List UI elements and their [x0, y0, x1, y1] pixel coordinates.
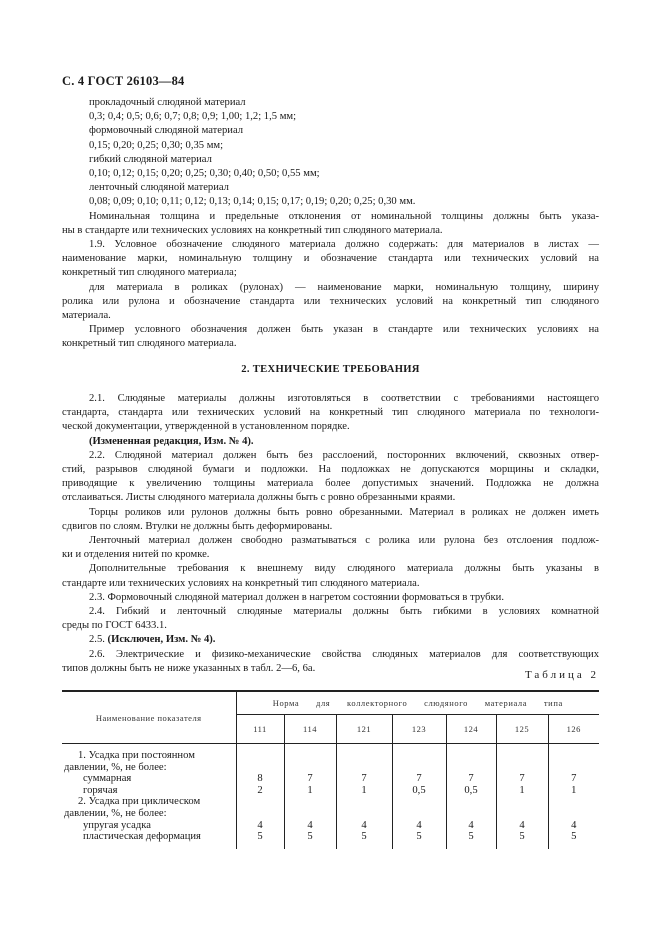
extra-requirements-line: стандарте или технических условиях на конкретный тип слюдяного материала.: [62, 577, 420, 589]
clause-2-6-line: 2.6. Электрические и физико-механические свойства слюдяных материалов для соответствующих: [89, 648, 599, 660]
table-row: [62, 808, 599, 820]
clause-2-5: [62, 633, 599, 647]
clause-2-5-number: 2.5.: [89, 634, 108, 646]
clause-2-6-line: типов должны быть не ниже указанных в табл. 2—6, 6а.: [62, 662, 316, 674]
clause-2-2-line: отслаиваться. Листы слюдяного материала должны быть с ровно обрезанными краями.: [62, 492, 456, 504]
column-header-type: 114: [284, 715, 336, 744]
material-values: 0,15; 0,20; 0,25; 0,30; 0,35 мм;: [89, 139, 224, 151]
exclusion-note: (Исключен, Изм. № 4).: [107, 634, 216, 646]
row-label: пластическая деформация: [62, 831, 236, 843]
table-row: [62, 750, 599, 762]
group-title: 2. Усадка при циклическом: [62, 796, 236, 808]
page-header: С. 4 ГОСТ 26103—84: [62, 74, 185, 88]
table-cell: 5: [571, 831, 577, 843]
rolls-line: для материала в роликах (рулонах) — наименование марки, номинальную толщину, ширину: [89, 281, 599, 293]
table-caption: Таблица 2: [524, 669, 599, 681]
column-header-type: 124: [446, 715, 496, 744]
table-row: [62, 785, 599, 797]
rolls-line: материала.: [62, 310, 111, 322]
clause-2-4-line: среды по ГОСТ 6433.1.: [62, 620, 167, 632]
table-row: [62, 820, 599, 832]
clause-2-1-line: ческой документации, утвержденной в установленном порядке.: [62, 421, 350, 433]
table-cell: 4: [571, 819, 577, 831]
clause-2-1-line: 2.1. Слюдяные материалы должны изготовляться в соответствии с требованиями настоящего: [89, 393, 599, 404]
table-cell: 0,5: [446, 785, 496, 797]
tape-material-line: ки и отделения нитей по кромке.: [62, 549, 210, 561]
clause-2-2-line: стий, разрывов слюдяной бумаги и подложки. На подложках не допускаются морщины и складки,: [62, 464, 599, 476]
roll-ends-line: Торцы роликов или рулонов должны быть ровно обрезанными. Материал в роликах не должен иметь: [89, 506, 599, 518]
thickness-list: [62, 96, 599, 352]
material-values: 0,3; 0,4; 0,5; 0,6; 0,7; 0,8; 0,9; 1,00; 1,2; 1,5 мм;: [89, 111, 297, 123]
table-cell: 1: [336, 785, 392, 797]
row-label: упругая усадка: [62, 820, 236, 832]
table-cell: 1: [284, 785, 336, 797]
clause-1-9-line: 1.9. Условное обозначение слюдяного материала должно содержать: для материалов в листах —: [89, 239, 599, 251]
table-cell: 5: [446, 831, 496, 843]
table-cell: 1: [571, 784, 577, 796]
table-2: [62, 690, 599, 849]
clause-2-1-line: стандарта, стандарта или технических условий на конкретный тип слюдяного материала по технологи-: [62, 407, 599, 419]
clause-2-2-line: приводящие к увеличению толщины материала более допустимых значений. Подложка не должна: [62, 478, 599, 490]
table-cell: 5: [236, 831, 284, 843]
material-name: ленточный слюдяной материал: [89, 182, 229, 194]
material-name: формовочный слюдяной материал: [89, 125, 244, 137]
section-title: 2. ТЕХНИЧЕСКИЕ ТРЕБОВАНИЯ: [241, 364, 420, 375]
column-header-type: 123: [392, 715, 446, 744]
clause-2-2-line: 2.2. Слюдяной материал должен быть без расслоений, посторонних включений, сквозных отвер-: [89, 449, 599, 461]
table-cell: 1: [496, 785, 548, 797]
material-values: 0,10; 0,12; 0,15; 0,20; 0,25; 0,30; 0,40; 0,50; 0,55 мм;: [89, 168, 320, 180]
table-cell: 7: [336, 773, 392, 785]
table-cell: 7: [284, 773, 336, 785]
table-cell: 7: [446, 773, 496, 785]
group-title: 1. Усадка при постоянном: [62, 750, 236, 762]
material-name: прокладочный слюдяной материал: [89, 97, 246, 108]
table-cell: 4: [236, 820, 284, 832]
row-label: суммарная: [62, 773, 236, 785]
example-line: конкретный тип слюдяного материала.: [62, 338, 237, 350]
table-row: [62, 762, 599, 774]
table-cell: 8: [236, 773, 284, 785]
table-cell: 5: [336, 831, 392, 843]
column-header-type: 111: [236, 715, 284, 744]
column-header-name: Наименование показателя: [62, 691, 236, 744]
group-title: давлении, %, не более:: [62, 808, 236, 820]
clause-2-4-line: 2.4. Гибкий и ленточный слюдяные материалы должны быть гибкими в условиях комнатной: [89, 606, 599, 618]
tape-material-line: Ленточный материал должен свободно разматываться с ролика или рулона без отслоения подлож-: [89, 535, 599, 547]
clause-2-3: 2.3. Формовочный слюдяной материал должен в нагретом состоянии формоваться в трубки.: [89, 591, 504, 603]
group-title: давлении, %, не более:: [62, 762, 236, 774]
table-cell: 7: [496, 773, 548, 785]
table-row: [62, 773, 599, 785]
column-header-type: 125: [496, 715, 548, 744]
table-cell: 4: [284, 820, 336, 832]
nominal-thickness-line: ны в стандарте или технических условиях на конкретный тип слюдяного материала.: [62, 224, 443, 236]
table-cell: 4: [496, 820, 548, 832]
clause-1-9-line: наименование марки, номинальную толщину и обозначение стандарта или технических условий на: [62, 253, 599, 265]
example-line: Пример условного обозначения должен быть указан в стандарте или технических условиях на: [89, 324, 599, 336]
column-header-norm: Норма для коллекторного слюдяного материала типа: [236, 691, 599, 715]
clause-1-9-line: конкретный тип слюдяного материала;: [62, 267, 237, 279]
table-cell: 5: [392, 831, 446, 843]
table-row: [62, 796, 599, 808]
table-cell: 7: [392, 773, 446, 785]
table-cell: 2: [236, 785, 284, 797]
table-cell: 4: [336, 820, 392, 832]
table-cell: 5: [496, 831, 548, 843]
table-cell: 0,5: [392, 785, 446, 797]
table-cell: 4: [446, 820, 496, 832]
properties-table: [62, 690, 599, 849]
rolls-line: ролика или рулона и обозначение стандарта или технических условий на конкретный тип слюдяного: [62, 295, 599, 307]
table-cell: 7: [571, 773, 577, 785]
material-name: гибкий слюдяной материал: [89, 153, 212, 165]
section-2-body: [62, 392, 599, 676]
table-row: [62, 831, 599, 843]
extra-requirements-line: Дополнительные требования к внешнему виду слюдяного материала должны быть указаны в: [89, 563, 599, 575]
material-values: 0,08; 0,09; 0,10; 0,11; 0,12; 0,13; 0,14; 0,15; 0,17; 0,19; 0,20; 0,25; 0,30 мм.: [89, 196, 416, 208]
amendment-note: (Измененная редакция, Изм. № 4).: [89, 435, 254, 447]
table-cell: 5: [284, 831, 336, 843]
column-header-type: 121: [336, 715, 392, 744]
table-cell: 4: [392, 820, 446, 832]
nominal-thickness-line: Номинальная толщина и предельные отклонения от номинальной толщины должны быть указа-: [89, 210, 599, 222]
column-header-type: 126: [548, 715, 599, 744]
roll-ends-line: сдвигов по слоям. Втулки не должны быть деформированы.: [62, 520, 333, 532]
row-label: горячая: [62, 785, 236, 797]
